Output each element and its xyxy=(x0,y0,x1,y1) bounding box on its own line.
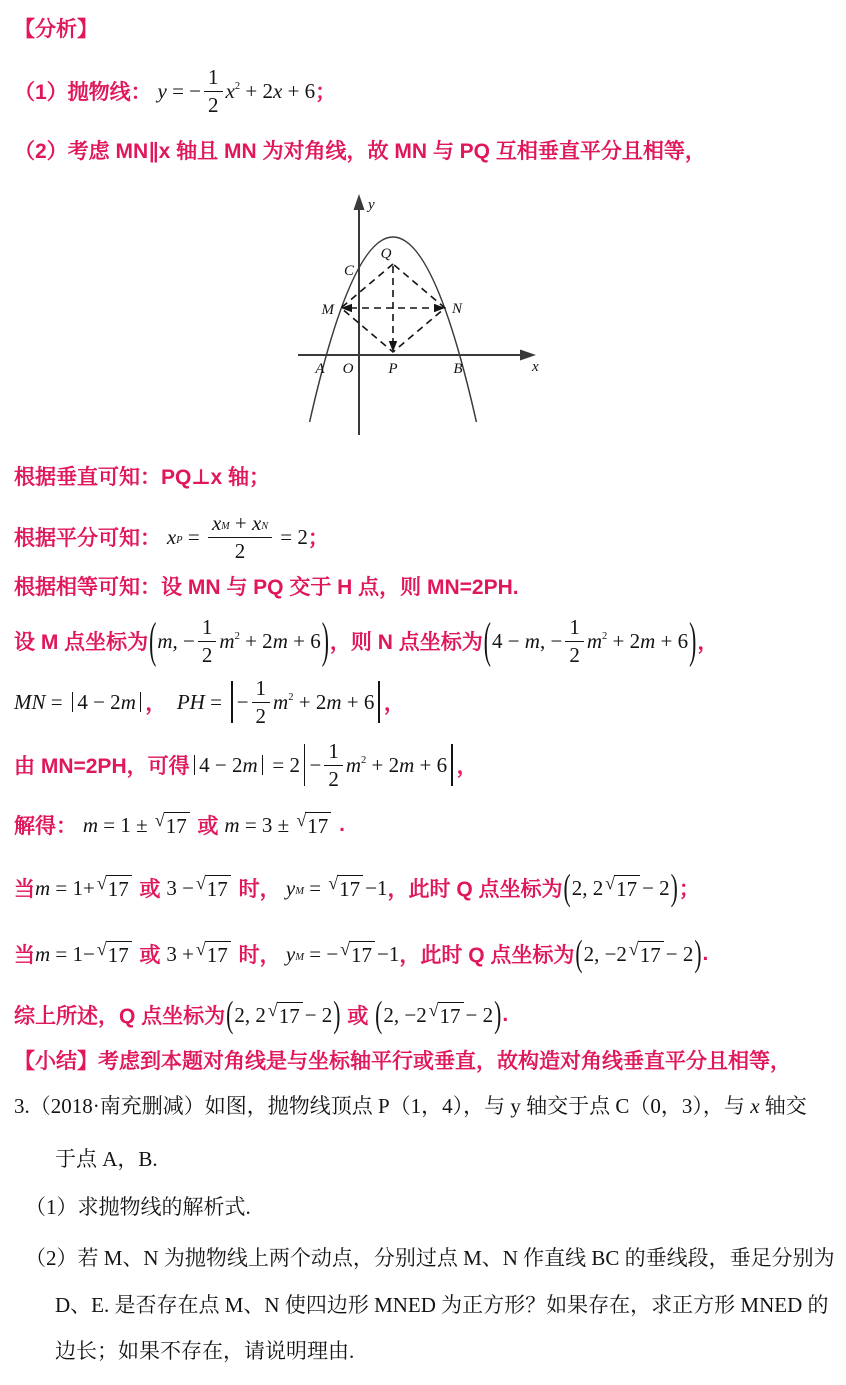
text-segment: m xyxy=(273,689,289,714)
text-segment: PH = xyxy=(176,689,228,714)
red-text-segment: 或 xyxy=(133,944,167,967)
red-text-segment: . xyxy=(502,1003,509,1026)
math-sqrt: √ 17 xyxy=(97,875,132,901)
text-segment: m, − xyxy=(157,628,195,653)
math-bar xyxy=(72,692,74,713)
text-segment: 17 xyxy=(165,813,187,838)
math-sub: M xyxy=(295,952,304,964)
label-point-n: N xyxy=(452,301,463,317)
math-sub: N xyxy=(261,520,268,532)
label-point-b: B xyxy=(453,361,463,377)
text-segment: 4 − 2m xyxy=(199,752,258,777)
red-text-segment: 根据垂直可知：PQ⊥x 轴； xyxy=(14,466,271,489)
label-point-o: O xyxy=(342,361,354,377)
length-formulas-line xyxy=(14,672,832,732)
math-big: ( xyxy=(483,612,491,668)
text-segment: y = − xyxy=(157,78,202,103)
math-big: ( xyxy=(149,612,157,668)
math-bar xyxy=(262,755,264,776)
summary-note-line xyxy=(14,1048,832,1078)
text-segment: 3 + xyxy=(166,941,194,966)
text-segment: x xyxy=(750,1094,760,1118)
math-sup: 2 xyxy=(360,754,367,766)
text-segment: 2 xyxy=(328,766,339,791)
text-segment: 2, 2 xyxy=(571,875,604,900)
text-segment: − 2 xyxy=(304,1002,333,1027)
text-segment: 1 xyxy=(255,676,267,701)
text-segment: 17 xyxy=(206,942,228,967)
math-sqrt: √ 17 xyxy=(328,875,363,901)
text-segment: = xyxy=(304,875,327,900)
math-sqrt: √ 17 xyxy=(196,941,231,967)
math-sqrt: √ 17 xyxy=(97,941,132,967)
text-segment: 2 xyxy=(234,538,246,563)
text-segment: 2, −2 xyxy=(583,941,627,966)
math-bar xyxy=(231,681,233,723)
text-segment: （1）求抛物线的解析式. xyxy=(25,1195,251,1219)
text-segment: m = 1+ xyxy=(35,875,95,900)
red-text-segment: 综上所述，Q 点坐标为 xyxy=(14,1005,226,1028)
math-sup: 2 xyxy=(601,630,608,642)
text-segment: + 2x + 6 xyxy=(240,78,316,103)
red-text-segment: ，此时 Q 点坐标为 xyxy=(387,878,563,901)
text-segment: − xyxy=(236,689,249,714)
perpendicular-statement-line xyxy=(14,464,832,494)
text-segment: m = 1− xyxy=(35,941,95,966)
label-x-axis: x xyxy=(532,359,539,375)
case-1-line xyxy=(14,866,832,910)
red-text-segment: （2）考虑 MN∥x 轴且 MN 为对角线，故 MN 与 PQ 互相垂直平分且相等， xyxy=(14,140,706,163)
red-text-segment: 设 M 点坐标为 xyxy=(14,631,149,654)
math-sup: 2 xyxy=(288,691,294,703)
case-2-line xyxy=(14,932,832,976)
parabola-figure xyxy=(282,192,832,442)
math-big: ( xyxy=(226,993,234,1035)
math-frac xyxy=(324,740,343,789)
parabola-equation-line xyxy=(14,62,832,120)
math-big: ( xyxy=(375,993,383,1035)
text-segment: 2, 2 xyxy=(234,1002,266,1027)
text-segment: y xyxy=(285,875,296,900)
text-segment: −1 xyxy=(377,941,400,966)
red-text-segment: ，此时 Q 点坐标为 xyxy=(399,944,575,967)
math-sqrt: √ 17 xyxy=(196,875,231,901)
red-text-segment: ， xyxy=(383,692,405,715)
math-big: ) xyxy=(333,993,341,1035)
analysis-header xyxy=(14,16,832,46)
text-segment: − xyxy=(309,752,322,777)
math-big: ) xyxy=(670,866,678,908)
red-text-segment: ； xyxy=(307,527,329,550)
math-sub: M xyxy=(295,886,304,898)
text-segment: x xyxy=(166,524,177,549)
text-segment: + 2m + 6 xyxy=(293,689,375,714)
text-segment: + x xyxy=(229,511,262,536)
red-text-segment: . xyxy=(702,942,709,965)
text-segment: − 2 xyxy=(642,875,670,900)
red-text-segment: 【分析】 xyxy=(14,18,98,41)
math-bar xyxy=(378,681,380,723)
text-segment: 17 xyxy=(439,1003,461,1028)
red-text-segment: 或 xyxy=(341,1005,375,1028)
text-segment: 3 − xyxy=(166,875,194,900)
text-segment: 轴交 xyxy=(759,1094,807,1118)
label-point-c: C xyxy=(343,263,354,279)
red-text-segment: ，则 N 点坐标为 xyxy=(329,631,483,654)
math-bar xyxy=(451,744,453,786)
text-segment: 1 xyxy=(569,615,580,640)
bisect-statement-line xyxy=(14,508,832,566)
math-frac xyxy=(208,512,272,561)
text-segment: m xyxy=(219,628,235,653)
text-segment: 4 − m, − xyxy=(491,628,563,653)
math-big: ( xyxy=(563,866,571,908)
text-segment: x xyxy=(211,511,222,536)
problem3-intro-line xyxy=(14,1092,832,1123)
text-segment: 2 xyxy=(255,703,267,728)
text-segment: + 2m + 6 xyxy=(366,752,448,777)
math-sub: P xyxy=(176,535,183,547)
text-segment: m = 1 ± xyxy=(82,812,153,837)
text-segment: （2）若 M、N 为抛物线上两个动点，分别过点 M、N 作直线 BC 的垂线段，垂足分别为 xyxy=(25,1246,835,1270)
red-text-segment: 【小结】考虑到本题对角线是与坐标轴平行或垂直，故构造对角线垂直平分且相等， xyxy=(14,1050,791,1073)
text-segment: + 2m + 6 xyxy=(239,628,321,653)
equal-statement-line xyxy=(14,574,832,604)
math-sqrt: √ 17 xyxy=(268,1002,303,1028)
math-frac xyxy=(204,66,223,115)
text-segment: 17 xyxy=(639,942,661,967)
red-text-segment: 由 MN=2PH，可得 xyxy=(14,755,190,778)
red-text-segment: 根据平分可知： xyxy=(14,527,167,550)
red-text-segment: . xyxy=(333,813,345,836)
text-segment: 1 xyxy=(208,65,219,90)
math-sqrt: √ 17 xyxy=(429,1002,464,1028)
math-big: ) xyxy=(694,932,702,974)
text-segment: −1 xyxy=(365,875,388,900)
math-big: ) xyxy=(321,612,329,668)
text-segment: 17 xyxy=(278,1003,300,1028)
text-segment: 4 − 2m xyxy=(77,689,136,714)
math-sub: M xyxy=(221,520,230,532)
text-segment: 于点 A，B. xyxy=(55,1147,158,1171)
text-segment: 17 xyxy=(107,942,129,967)
text-segment: 1 xyxy=(201,615,213,640)
red-text-segment: 或 xyxy=(191,815,225,838)
text-segment: 2, −2 xyxy=(383,1002,427,1027)
text-segment: + 2m + 6 xyxy=(607,628,689,653)
red-text-segment: 或 xyxy=(133,878,167,901)
red-text-segment: ， xyxy=(145,692,167,715)
y-axis-arrow-icon xyxy=(354,194,365,210)
parabola-diagram xyxy=(282,192,552,437)
label-point-q: Q xyxy=(380,246,392,262)
text-segment: x xyxy=(225,78,235,103)
text-segment: 17 xyxy=(107,876,129,901)
label-y-axis: y xyxy=(368,197,375,213)
text-segment: 3.（2018·南充删减）如图，抛物线顶点 P（1，4），与 y 轴交于点 C（0，3），与 xyxy=(14,1094,751,1118)
text-segment: 17 xyxy=(351,942,373,967)
conclusion-line xyxy=(14,994,832,1036)
red-text-segment: 解得： xyxy=(14,815,83,838)
text-segment: m xyxy=(345,752,361,777)
math-frac xyxy=(198,616,217,665)
text-segment: = xyxy=(182,524,205,549)
red-text-segment: ， xyxy=(697,631,719,654)
red-text-segment: ， xyxy=(456,755,478,778)
text-segment: m = 3 ± xyxy=(224,812,295,837)
text-segment: − 2 xyxy=(665,941,694,966)
text-segment: = 2 xyxy=(275,524,308,549)
math-sqrt: √ 17 xyxy=(296,812,331,838)
math-sup: 2 xyxy=(234,80,241,92)
problem3-q2-line xyxy=(25,1244,835,1275)
text-segment: 2 xyxy=(208,92,219,117)
math-frac xyxy=(565,616,584,665)
red-text-segment: 时， xyxy=(232,878,281,901)
text-segment: 17 xyxy=(339,876,361,901)
math-frac xyxy=(252,677,271,726)
diagonal-condition-line xyxy=(14,138,832,168)
red-text-segment: 时， xyxy=(232,944,281,967)
red-text-segment: ； xyxy=(678,878,700,901)
label-point-a: A xyxy=(315,361,325,377)
problem3-q2-cont2-line xyxy=(55,1337,832,1368)
text-segment: 2 xyxy=(201,642,213,667)
red-text-segment: ； xyxy=(315,81,337,104)
red-text-segment: 当 xyxy=(14,878,35,901)
text-segment: 17 xyxy=(206,876,228,901)
point-coordinates-line xyxy=(14,610,832,672)
text-segment: D、E. 是否存在点 M、N 使四边形 MNED 为正方形？如果存在，求正方形 MNED 的 xyxy=(55,1293,829,1317)
math-sqrt: √ 17 xyxy=(629,941,664,967)
text-segment: 1 xyxy=(328,739,339,764)
math-sqrt: √ 17 xyxy=(155,812,190,838)
math-bar xyxy=(304,744,306,786)
label-point-p: P xyxy=(388,361,398,377)
text-segment: m xyxy=(586,628,602,653)
solution-m-line xyxy=(14,808,832,842)
text-segment: 2 xyxy=(569,642,580,667)
text-segment: = − xyxy=(304,941,339,966)
math-sup: 2 xyxy=(234,630,240,642)
red-text-segment: 根据相等可知：设 MN 与 PQ 交于 H 点，则 MN=2PH. xyxy=(14,576,519,599)
math-sqrt: √ 17 xyxy=(340,941,375,967)
problem3-q2-cont1-line xyxy=(55,1291,832,1322)
text-segment: MN = xyxy=(14,689,68,714)
red-text-segment: （1）抛物线： xyxy=(14,81,158,104)
text-segment: = 2 xyxy=(267,752,300,777)
label-point-m: M xyxy=(321,302,334,318)
text-segment: 17 xyxy=(307,813,329,838)
math-big: ( xyxy=(575,932,583,974)
problem3-q1-line xyxy=(25,1193,832,1224)
math-big: ) xyxy=(689,612,697,668)
derived-equation-line xyxy=(14,734,832,796)
math-bar xyxy=(194,755,196,776)
text-segment: − 2 xyxy=(465,1002,494,1027)
math-bar xyxy=(140,692,142,713)
text-segment: 边长；如果不存在，请说明理由. xyxy=(55,1339,355,1363)
text-segment: 17 xyxy=(616,876,638,901)
text-segment: y xyxy=(285,941,296,966)
red-text-segment: 当 xyxy=(14,944,35,967)
math-big: ) xyxy=(494,993,502,1035)
math-sqrt: √ 17 xyxy=(605,875,640,901)
problem3-intro-cont-line xyxy=(55,1145,832,1176)
